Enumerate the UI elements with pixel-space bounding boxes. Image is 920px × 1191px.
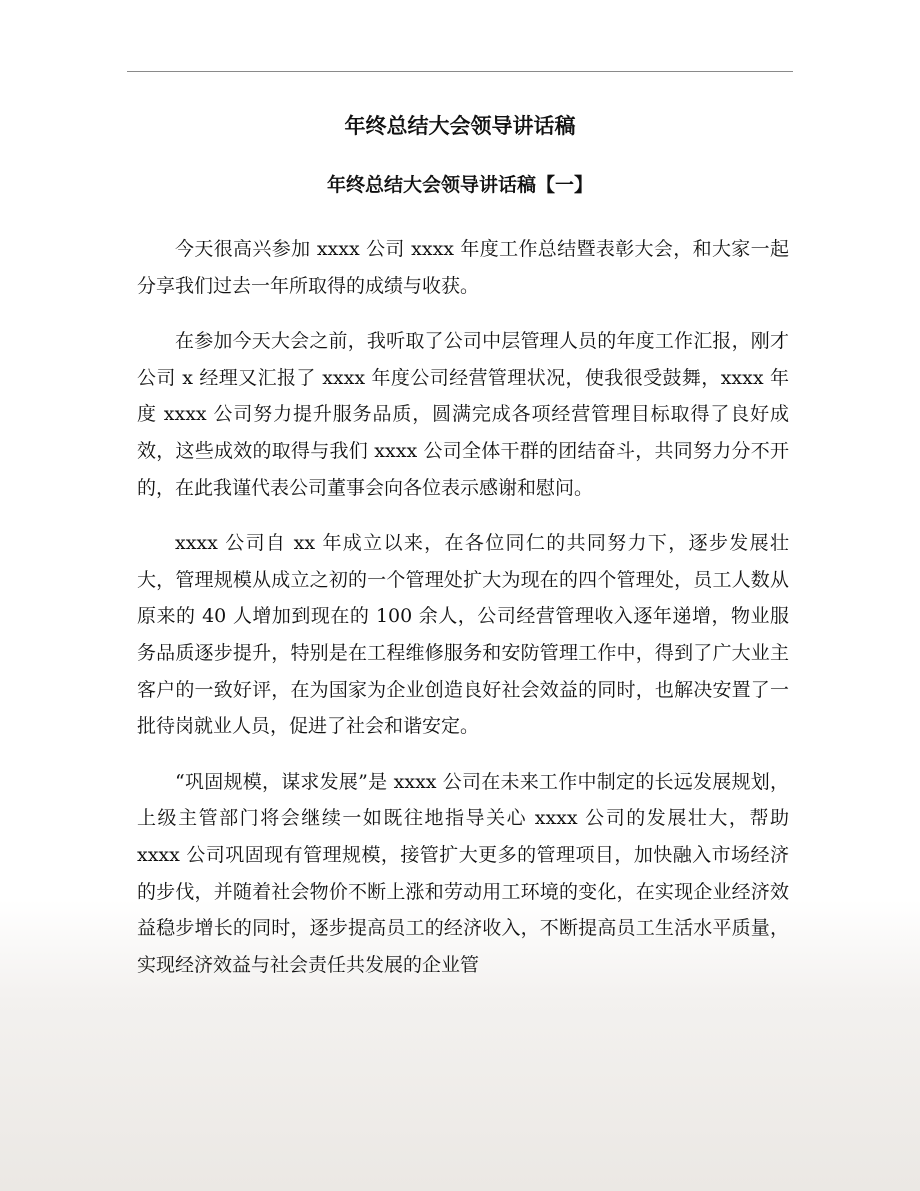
document-body (137, 231, 789, 1002)
paragraph-3: xxxx 公司自 xx 年成立以来，在各位同仁的共同努力下，逐步发展壮大，管理规模从成立之初的一个管理处扩大为现在的四个管理处，员工人数从原来的 40 人增加到现在的 100 余人，公司经营管理收入逐年递增，物业服务品质逐步提升，特别是在工程维修服务和安防管理工作中，得到了广大业主客户的一致好评，在为国家为企业创造良好社会效益的同时，也解决安置了一批待岗就业人员，促进了社会和谐安定。 (137, 532, 789, 738)
paragraph-1: 今天很高兴参加 xxxx 公司 xxxx 年度工作总结暨表彰大会，和大家一起分享我们过去一年所取得的成绩与收获。 (137, 238, 789, 297)
paragraph-4: “巩固规模，谋求发展”是 xxxx 公司在未来工作中制定的长远发展规划，上级主管部门将会继续一如既往地指导关心 xxxx 公司的发展壮大，帮助 xxxx 公司巩固现有管理规模，接管扩大更多的管理项目，加快融入市场经济的步伐，并随着社会物价不断上涨和劳动用工环境的变化，在实现企业经济效益稳步增长的同时，逐步提高员工的经济收入，不断提高员工生活水平质量，实现经济效益与社会责任共发展的企业管 (137, 770, 789, 976)
section-title: 年终总结大会领导讲话稿【一】 (326, 174, 593, 196)
document-title: 年终总结大会领导讲话稿 (344, 114, 576, 138)
paragraph-2: 在参加今天大会之前，我听取了公司中层管理人员的年度工作汇报，刚才公司 x 经理又汇报了 xxxx 年度公司经营管理状况，使我很受鼓舞，xxxx 年度 xxxx 公司努力提升服务品质，圆满完成各项经营管理目标取得了良好成效，这些成效的取得与我们 xxxx 公司全体干群的团结奋斗，共同努力分不开的，在此我谨代表公司董事会向各位表示感谢和慰问。 (137, 330, 789, 499)
header-rule (127, 71, 793, 72)
